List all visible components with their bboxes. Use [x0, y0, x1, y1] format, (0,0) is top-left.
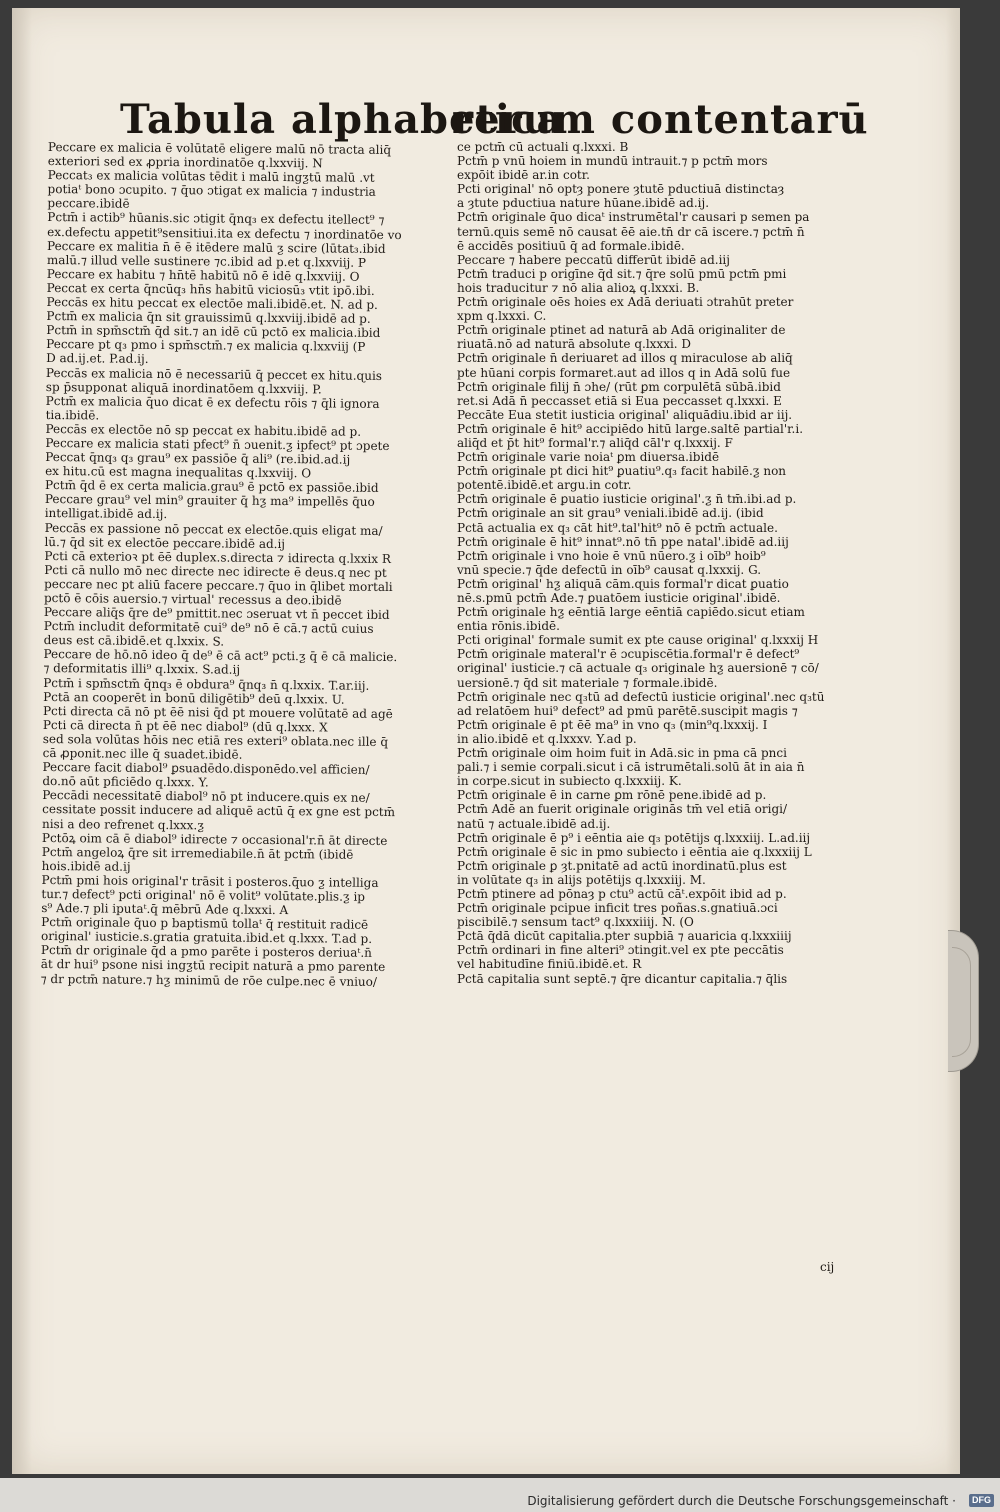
index-entry-line: Pctm̄ originale n̄ deriuaret ad illos q miraculose ab aliq̄	[457, 351, 793, 366]
index-entry-line: lū.⁊ q̄d sit ex electōe peccare.ibidē ad.ij	[44, 534, 286, 551]
index-entry-line: ē accidēs positiuū q̄ ad formale.ibidē.	[457, 238, 685, 253]
index-entry-line: Pctm̄ dr originale q̄d a pmo parēte i posteros deriuaᵗ.n̄	[40, 943, 372, 961]
index-entry-line: Pctm̄ originale nec q₃tū ad defectū iusticie original'.nec q₃tū	[457, 689, 825, 704]
index-entry-line: āt dr hui⁹ psone nisi ingƺtū recipit naturā a pmo parente	[40, 957, 386, 975]
index-entry-line: Pctm̄ originale oēs hoies ex Adā deriuati ɔtrahūt preter	[457, 295, 794, 310]
index-entry-line: hois traducitur ⁊ nō alia alioꝝ q.lxxxi. B.	[457, 280, 700, 295]
index-entry-line: pte hūani corpis formaret.aut ad illos q in Adā solū fue	[457, 365, 791, 380]
index-entry-line: hois.ibidē ad.ij	[41, 858, 131, 874]
index-entry-line: Pctā an cooperēt in bonū diligētib⁹ deū q.lxxix. U.	[43, 689, 345, 707]
index-entry-line: Pctm̄ q̄d ē ex certa malicia.grau⁹ ē pctō ex passiōe.ibid	[44, 478, 379, 496]
index-entry-line: tur.⁊ defect⁹ pcti original' nō ē volit⁹ volūtate.plis.ƺ ip	[41, 886, 366, 904]
index-entry-line: Pctm̄ Adē an fuerit originale originās tm̄ vel etiā origi/	[457, 802, 788, 817]
index-entry-line: deus est cā.ibidē.et q.lxxix. S.	[43, 633, 225, 649]
page-title-left: Tabula alphabetica	[120, 96, 564, 143]
index-entry-line: ⁊ deformitatis illi⁹ q.lxxix. S.ad.ij	[43, 661, 241, 678]
index-entry-line: Pctā q̄dā dicūt capitalia.pter supbiā ⁊ auaricia q.lxxxiiij	[457, 929, 792, 944]
index-entry-line: Pctōꝝ oim cā ē diabol⁹ idirecte ⁊ occasional'r.n̄ āt directe	[41, 830, 388, 848]
index-entry-line: vnū specie.⁊ q̄de defectū in oīb⁹ causat q.lxxxij. G.	[457, 562, 762, 577]
index-entry-line: Peccare ex malitia n̄ ē ē itēdere malū ƺ scire (lūtat₃.ibid	[47, 238, 386, 256]
footer-bar	[0, 1478, 1000, 1512]
index-entry-line: Pctm̄ originale materal'r ē ɔcupiscētia.formal'r ē defect⁹	[457, 647, 800, 662]
index-entry-line: D ad.ij.et. P.ad.ij.	[46, 351, 149, 367]
index-entry-line: Pctm̄ originale ē p⁹ i eēntia aie q₃ potētijs q.lxxxiij. L.ad.iij	[457, 830, 811, 845]
index-entry-line: Peccat ex certa q̄ncūq₃ hn̄s habitū viciosū₃ vtit ipō.ibi.	[46, 280, 375, 298]
index-entry-line: Pcti cā exterioꝛ pt ēē duplex.s.directa ⁊ idirecta q.lxxix R	[44, 548, 391, 566]
index-entry-line: Peccare pt q₃ pmo i spm̄sctm̄.⁊ ex malicia q.lxxviij (P	[46, 337, 366, 355]
index-entry-line: Pctm̄ originale ē hit⁹ accipiēdo hitū large.saltē partial'r.i.	[457, 421, 804, 436]
index-entry-line: Pctm̄ traduci p origīne q̄d sit.⁊ q̄re solū pmū pctm̄ pmi	[457, 266, 787, 281]
index-entry-line: potiaᵗ bono ɔcupito. ⁊ q̄uo ɔtigat ex malicia ⁊ industria	[47, 182, 376, 200]
index-entry-line: Pctm̄ ordinari in fine alteri⁹ ɔtingit.vel ex pte peccātis	[457, 943, 784, 958]
index-entry-line: Pctm̄ i spm̄sctm̄ q̄nq₃ ē obdura⁹ q̄nq₃ n̄ q.lxxix. T.ar.iij.	[43, 675, 370, 693]
index-entry-line: Peccare ex malicia stati pfect⁹ n̄ ɔuenit.ƺ ipfect⁹ pt ɔpete	[45, 435, 390, 453]
index-entry-line: Peccare facit diabol⁹ ꝑsuadēdo.disponēdo.vel afficien/	[42, 760, 370, 777]
index-entry-line: Pctm̄ originale q̄uo p baptismū tollaᵗ q̄ restituit radicē	[41, 915, 369, 932]
index-entry-line: potentē.ibidē.et argu.in cotr.	[457, 478, 632, 493]
index-entry-line: ad relatōem hui⁹ defect⁹ ad pmū parētē.suscipit magis ⁊	[457, 703, 798, 718]
index-entry-line: Pctm̄ originale filij n̄ ɔhe/ (rūt ꝑm corpulētā sūbā.ibid	[457, 379, 781, 394]
index-entry-line: vel habitudīne finiū.ibidē.et. R	[457, 957, 642, 972]
index-entry-line: Pctm̄ ptinere ad pōnaȝ p ctu⁹ actū cāᵗ.expōit ibid ad p.	[457, 886, 787, 901]
index-entry-line: Pctm̄ original' hƺ aliquā cām.ɋuis formal'r dicat ꝑuatio	[457, 576, 789, 591]
index-entry-line: Peccare ex malicia ē volūtatē eligere malū nō tracta aliq̄	[47, 140, 392, 157]
page-gutter-shadow	[12, 8, 32, 1474]
index-entry-line: Peccās ex malicia nō ē necessariū q̄ peccet ex hitu.ɋuis	[45, 365, 383, 383]
scanner-clip-inner	[952, 947, 971, 1057]
index-entry-line: Pctm̄ angeloꝝ q̄re sit irremediabile.n̄ āt pctm̄ (ibidē	[41, 844, 354, 862]
index-entry-line: sp p̄supponat aliquā inordinatōem q.lxxviij. P.	[45, 379, 322, 396]
index-entry-line: Peccare ex habitu ⁊ hn̄tē habitū nō ē idē q.lxxviij. O	[46, 266, 360, 284]
index-entry-line: natū ⁊ actuale.ibidē ad.ij.	[457, 816, 611, 831]
index-entry-line: Pctā capitalia sunt septē.⁊ q̄re dicantur capitalia.⁊ q̄lis	[457, 971, 788, 986]
index-entry-line: Pcti original' nō optȝ ponere ȝtutē pductiuā distinctaȝ	[457, 182, 785, 197]
index-entry-line: Pctm̄ p vnū hoiem in mundū intrauit.⁊ p pctm̄ mors	[457, 154, 768, 169]
index-entry-line: Pctm̄ ex malicia q̄n sit grauissimū q.lxxviij.ibidē ad p.	[46, 309, 371, 326]
index-entry-line: Pctm̄ originale ptinet ad naturā ab Adā originaliter de	[457, 323, 786, 338]
index-entry-line: ret.si Adā n̄ peccasset etiā si Eua peccasset q.lxxxi. E	[457, 393, 782, 408]
index-entry-line: Pctm̄ includit deformitatē cui⁹ de⁹ nō ē cā.⁊ actū cuius	[43, 619, 374, 637]
funding-credit: Digitalisierung gefördert durch die Deutsche Forschungsgemeinschaft ·	[527, 1494, 956, 1508]
index-entry-line: ternū.ɋuis semē nō causat ēē aie.tn̄ dr cā iscere.⁊ pctm̄ n̄	[457, 224, 805, 239]
index-entry-line: ex hitu.cū est magna inequalitas q.lxxviij. O	[45, 464, 312, 481]
index-entry-line: nē.s.pmū pctm̄ Ade.⁊ ꝑuatōem iusticie original'.ibidē.	[457, 591, 781, 605]
index-entry-line: Pctm̄ i actib⁹ hūanis.sic ɔtigit q̄nq₃ ex defectu itellect⁹ ⁊	[47, 210, 385, 228]
folio-number: cij	[820, 1260, 835, 1274]
index-entry-line: ⁊ dr pctm̄ nature.⁊ hƺ minimū de rōe culpe.nec ē vniuo/	[40, 971, 378, 989]
index-entry-line: Pctm̄ originale pcipue inficit tres poñas.s.gnatiuā.ɔci	[457, 901, 778, 916]
index-entry-line: do.nō aūt pficiēdo q.lxxx. Y.	[42, 774, 209, 790]
index-entry-line: riuatā.nō ad naturā absolute q.lxxxi. D	[457, 337, 692, 352]
index-entry-line: expōit ibidē ar.in cotr.	[457, 168, 590, 183]
index-entry-line: intelligat.ibidē ad.ij.	[44, 506, 168, 522]
index-entry-line: aliq̄d et p̄t hit⁹ formal'r.⁊ aliq̄d cāl'r q.lxxxij. F	[457, 435, 733, 450]
index-entry-line: Pcti original' formale sumit ex pte cause original' q.lxxxij H	[457, 633, 819, 648]
index-entry-line: Peccās ex electōe nō sp peccat ex habitu.ibidē ad p.	[45, 421, 362, 439]
index-entry-line: tia.ibidē.	[45, 407, 100, 423]
index-entry-line: Pctm̄ originale oim hoim fuit in Adā.sic in pma cā pnci	[457, 746, 787, 761]
index-column-right	[457, 140, 872, 986]
index-entry-line: Peccat₃ ex malicia volūtas tēdit i malū ingƺtū malū .vt	[47, 168, 375, 186]
index-entry-line: Peccāte Eua stetit iusticia original' aliquādiu.ibid ar iij.	[457, 407, 793, 422]
index-entry-line: in corpe.sicut in subiecto q.lxxxiij. K.	[457, 774, 682, 789]
index-entry-line: Pctm̄ originale ē in carne ꝑm rōnē pene.ibidē ad p.	[457, 788, 767, 803]
index-entry-line: xpm q.lxxxi. C.	[457, 309, 547, 324]
index-entry-line: cessitate possit inducere ad aliquē actū q̄ ex gne est pctm̄	[42, 802, 396, 820]
index-entry-line: Pcti cā directa n̄ pt ēē nec diabol⁹ (dū q.lxxx. X	[42, 717, 328, 735]
index-entry-line: pctō ē cōis auersio.⁊ virtual' recessus a deo.ibidē	[43, 590, 342, 608]
index-entry-line: pali.⁊ i semie corpali.sicut i cā istrumētali.solū āt in aia n̄	[457, 760, 805, 775]
index-entry-line: in volūtate q₃ in alijs potētijs q.lxxxiij. M.	[457, 872, 706, 887]
index-entry-line: a ȝtute pductiua nature hūane.ibidē ad.ij.	[457, 196, 710, 211]
index-entry-line: Pctm̄ originale pt dici hit⁹ ꝑuatiu⁹.q₃ facit habilē.ƺ non	[457, 464, 787, 479]
page-edge-shadow	[946, 8, 960, 1474]
page-title-right: rerum contentarū	[452, 96, 869, 143]
index-entry-line: Peccās ex passione nō peccat ex electōe.ɋuis eligat ma/	[44, 520, 383, 538]
index-entry-line: Pctm̄ originale ē hit⁹ innat⁹.nō tn̄ ppe natal'.ibidē ad.iij	[457, 534, 789, 549]
index-entry-line: sed sola volūtas hōis nec etiā res exteri⁹ oblata.nec ille q̄	[42, 731, 389, 749]
index-entry-line: Peccādi necessitatē diabol⁹ nō pt inducere.ɋuis ex ne/	[42, 788, 370, 806]
index-entry-line: Pcti directa cā nō pt ēē nisi q̄d pt mouere volūtatē ad agē	[42, 703, 393, 721]
index-entry-line: malū.⁊ illud velle sustinere ⁊c.ibid ad p.et q.lxxviij. P	[46, 252, 367, 270]
index-entry-line: original' iusticie.s.gratia gratuita.ibid.et q.lxxx. T.ad p.	[40, 929, 373, 947]
index-entry-line: Pctm̄ originale ē sic in pmo subiecto i eēntia aie q.lxxxiij L	[457, 844, 812, 859]
index-entry-line: peccare.ibidē	[47, 196, 130, 212]
index-entry-line: Peccare grau⁹ vel min⁹ grauiter q̄ hƺ ma⁹ impellēs q̄uo	[44, 492, 375, 510]
index-entry-line: piscibilē.⁊ sensum tact⁹ q.lxxxiiij. N. (O	[457, 915, 694, 930]
index-entry-line: Pctm̄ originale varie noiaᵗ ꝑm diuersa.ibidē	[457, 450, 720, 465]
index-entry-line: Pctm̄ originale ē pt ēē ma⁹ in vno q₃ (min⁹q.lxxxij. I	[457, 717, 768, 732]
index-entry-line: uersionē.⁊ q̄d sit materiale ⁊ formale.ibidē.	[457, 675, 718, 690]
index-entry-line: entia rōnis.ibidē.	[457, 619, 560, 634]
index-entry-line: Pctm̄ originale ꝑ ȝt.pnitatē ad actū inordinatū.plus est	[457, 858, 787, 873]
index-entry-line: Peccare de hō.nō ideo q̄ de⁹ ē cā act⁹ pcti.ƺ q̄ ē cā malicie.	[43, 647, 398, 665]
index-entry-line: Peccat q̄nq₃ q₃ grau⁹ ex passiōe q̄ ali⁹ (re.ibid.ad.ij	[45, 450, 351, 467]
index-entry-line: Pctm̄ originale ē ꝑuatio iusticie original'.ƺ n̄ tm̄.ibi.ad p.	[457, 492, 797, 507]
index-entry-line: Pctm̄ originale an sit grau⁹ veniali.ibidē ad.ij. (ibid	[457, 506, 764, 521]
index-entry-line: Pctm̄ originale hƺ eēntiā large eēntiā capiēdo.sicut etiam	[457, 605, 805, 620]
index-entry-line: cā ꝓponit.nec ille q̄ suadet.ibidē.	[42, 746, 243, 762]
scanner-clip	[948, 930, 979, 1072]
index-entry-line: Pctm̄ originale i vno hoie ē vnū nūero.ƺ i oīb⁹ hoib⁹	[457, 548, 766, 563]
index-entry-line: Peccare ⁊ habere peccatū differūt ibidē ad.iij	[457, 252, 730, 267]
index-entry-line: Pctm̄ pmi hois original'r trāsit i posteros.q̄uo ƺ intelliga	[41, 872, 379, 890]
index-entry-line: s⁹ Ade.⁊ pli iputaᵗ.q̄ mēbrū Ade q.lxxxi. A	[41, 901, 289, 918]
index-entry-line: peccare nec pt aliū facere peccare.⁊ q̄uo in q̄libet mortali	[44, 576, 393, 594]
index-entry-line: Pctm̄ ex malicia q̄uo dicat ē ex defectu rōis ⁊ q̄li ignora	[45, 393, 380, 411]
index-entry-line: Peccās ex hitu peccat ex electōe mali.ibidē.et. N. ad p.	[46, 295, 378, 312]
index-entry-line: in alio.ibidē et q.lxxxv. Y.ad p.	[457, 731, 637, 746]
index-entry-line: exteriori sed ex ꝓpria inordinatōe q.lxxviij. N	[47, 154, 323, 171]
index-entry-line: original' iusticie.⁊ cā actuale q₃ originale hƺ auersionē ⁊ cō/	[457, 661, 819, 676]
dfg-logo-icon: DFG	[969, 1494, 994, 1507]
index-entry-line: ce pctm̄ cū actuali q.lxxxi. B	[457, 140, 629, 154]
index-entry-line: Pctā actualia ex q₃ cāt hit⁹.tal'hit⁹ nō ē pctm̄ actuale.	[457, 520, 778, 535]
index-entry-line: ex.defectu appetit⁹sensitiui.ita ex defectu ⁊ inordinatōe vo	[47, 224, 402, 242]
book-page	[12, 8, 960, 1474]
index-entry-line: Pctm̄ in spm̄sctm̄ q̄d sit.⁊ an idē cū pctō ex malicia.ibid	[46, 323, 381, 341]
index-entry-line: Peccare aliq̄s q̄re de⁹ pmittit.nec ɔseruat vt n̄ peccet ibid	[43, 605, 390, 623]
index-entry-line: nisi a deo refrenet q.lxxx.ƺ	[41, 816, 205, 832]
index-entry-line: Pctm̄ originale q̄uo dicaᵗ instrumētal'r causari p semen pa	[457, 210, 810, 225]
index-entry-line: Pcti cā nullo mō nec directe nec idirecte ē deus.q nec pt	[44, 562, 387, 580]
index-column-left	[41, 140, 458, 989]
